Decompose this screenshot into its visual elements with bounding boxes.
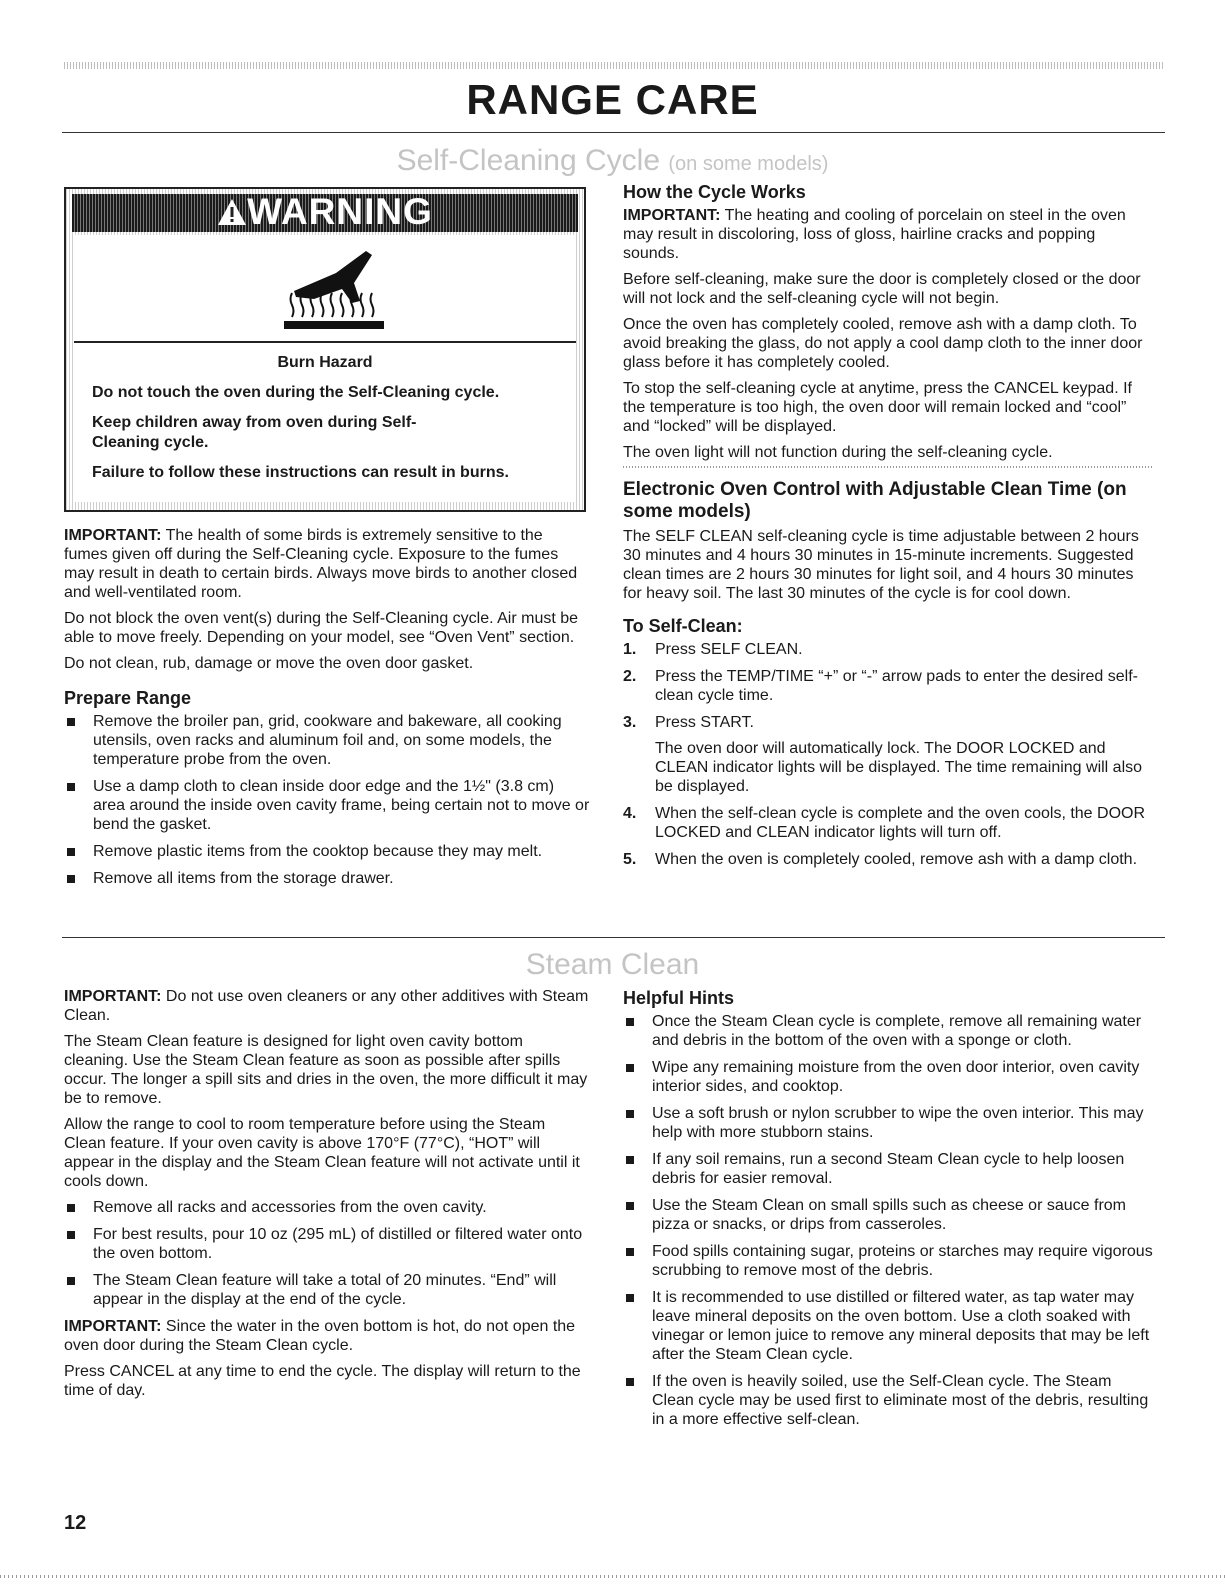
self-clean-right-column bbox=[623, 181, 1153, 469]
helpful-hints-column bbox=[623, 987, 1153, 1437]
list-item: Remove all racks and accessories from the oven cavity. bbox=[64, 1198, 590, 1217]
title-rule bbox=[62, 132, 1165, 133]
how-cycle-works-heading: How the Cycle Works bbox=[623, 182, 806, 202]
paragraph: Allow the range to cool to room temperature before using the Steam Clean feature. If your oven cavity is above 170°F (77°C), “HOT” will appear in the display and the Steam Clean feature will not activate until it cools down. bbox=[64, 1116, 580, 1190]
step-item bbox=[623, 850, 1153, 869]
self-clean-heading bbox=[0, 144, 1225, 178]
paragraph bbox=[64, 526, 590, 602]
self-clean-steps bbox=[623, 640, 1153, 869]
paragraph-text: Do not use oven cleaners or any other additives with Steam Clean. bbox=[64, 988, 589, 1024]
paragraph: Before self-cleaning, make sure the door is completely closed or the door will not lock and the self-cleaning cycle will not begin. bbox=[623, 271, 1141, 307]
list-item: Remove all items from the storage drawer. bbox=[64, 869, 590, 888]
step-number: 4. bbox=[623, 805, 637, 822]
list-item: Once the Steam Clean cycle is complete, remove all remaining water and debris in the bottom of the oven with a sponge or cloth. bbox=[623, 1012, 1153, 1050]
step-number: 1. bbox=[623, 641, 637, 658]
steam-left-column bbox=[64, 987, 590, 1407]
top-decorative-band bbox=[64, 62, 1164, 69]
list-item: It is recommended to use distilled or filtered water, as tap water may leave mineral deposits on the oven bottom. Use a cloth soaked with vinegar or lemon juice to remove any mineral deposits that may be left after the Steam Clean cycle. bbox=[623, 1288, 1153, 1364]
paragraph-text: The heating and cooling of porcelain on steel in the oven may result in discoloring, loss of gloss, hairline cracks and popping sounds. bbox=[623, 207, 1126, 262]
list-item: For best results, pour 10 oz (295 mL) of distilled or filtered water onto the oven bottom. bbox=[64, 1225, 590, 1263]
warning-hazard: Burn Hazard bbox=[277, 354, 373, 371]
list-item: The Steam Clean feature will take a total of 20 minutes. “End” will appear in the display at the end of the cycle. bbox=[64, 1271, 590, 1309]
paragraph: To stop the self-cleaning cycle at anytime, press the CANCEL keypad. If the temperature is too high, the oven door will remain locked and “cool” and “locked” will be displayed. bbox=[623, 380, 1132, 435]
self-clean-heading-text: Self-Cleaning Cycle bbox=[396, 144, 661, 177]
warning-header-text bbox=[64, 188, 586, 230]
paragraph: The Steam Clean feature is designed for light oven cavity bottom cleaning. Use the Steam Clean feature as soon as possible after spills occur. The longer a spill sits and dries in the oven, the more difficult it may be to remove. bbox=[64, 1033, 588, 1107]
warning-line: Keep children away from oven during Self-Cleaning cycle. bbox=[92, 414, 417, 451]
warning-triangle-icon bbox=[217, 198, 247, 226]
prepare-range-heading: Prepare Range bbox=[64, 688, 192, 708]
step-number: 3. bbox=[623, 714, 637, 731]
warning-text bbox=[92, 353, 558, 493]
paragraph-text: The health of some birds is extremely sensitive to the fumes given off during the Self-Cleaning cycle. Exposure to the fumes may result in death to certain birds. Always move birds to another closed and well-ventilated room. bbox=[64, 527, 578, 601]
paragraph-text: Since the water in the oven bottom is hot, do not open the oven door during the Steam Clean cycle. bbox=[64, 1318, 576, 1354]
list-item: Remove the broiler pan, grid, cookware and bakeware, all cooking utensils, oven racks and aluminum foil and, on some models, the temperature probe from the oven. bbox=[64, 712, 590, 769]
lead-text: IMPORTANT: bbox=[64, 1318, 162, 1335]
warning-box bbox=[64, 187, 586, 512]
paragraph bbox=[623, 206, 1153, 263]
step-number: 2. bbox=[623, 668, 637, 685]
list-item: Use a damp cloth to clean inside door edge and the 1½" (3.8 cm) area around the inside oven cavity frame, being certain not to move or bend the gasket. bbox=[64, 777, 590, 834]
self-clean-left-column bbox=[64, 526, 590, 896]
step-item bbox=[623, 804, 1153, 842]
paragraph: Once the oven has completely cooled, remove ash with a damp cloth. To avoid breaking the glass, do not apply a cool damp cloth to the inner door glass before it has completely cooled. bbox=[623, 316, 1143, 371]
steam-instructions-list bbox=[64, 1198, 590, 1309]
list-item: Food spills containing sugar, proteins or starches may require vigorous scrubbing to remove most of the debris. bbox=[623, 1242, 1153, 1280]
step-text: Press START. bbox=[655, 714, 754, 731]
warning-line: Failure to follow these instructions can result in burns. bbox=[92, 464, 509, 481]
helpful-hints-heading: Helpful Hints bbox=[623, 988, 734, 1008]
warning-divider bbox=[74, 341, 576, 343]
lead-text: IMPORTANT: bbox=[64, 988, 162, 1005]
paragraph: Press CANCEL at any time to end the cycle. The display will return to the time of day. bbox=[64, 1363, 581, 1399]
list-item: Use the Steam Clean on small spills such as cheese or sauce from pizza or snacks, or drips from casseroles. bbox=[623, 1196, 1153, 1234]
bottom-decorative-band bbox=[0, 1575, 1225, 1578]
page-number: 12 bbox=[64, 1512, 87, 1534]
paragraph: The oven light will not function during the self-cleaning cycle. bbox=[623, 444, 1053, 461]
self-clean-heading-note: (on some models) bbox=[668, 153, 829, 175]
helpful-hints-list bbox=[623, 1012, 1153, 1429]
section-rule bbox=[62, 937, 1165, 938]
warning-body bbox=[74, 235, 576, 502]
step-number: 5. bbox=[623, 851, 637, 868]
list-item: Remove plastic items from the cooktop because they may melt. bbox=[64, 842, 590, 861]
step-text: Press the TEMP/TIME “+” or “-” arrow pads to enter the desired self-clean cycle time. bbox=[655, 668, 1138, 704]
paragraph: Do not clean, rub, damage or move the oven door gasket. bbox=[64, 655, 474, 672]
step-extra-text: The oven door will automatically lock. The DOOR LOCKED and CLEAN indicator lights will be displayed. The time remaining will also be displayed. bbox=[655, 740, 1143, 795]
step-item bbox=[623, 713, 1153, 796]
list-item: If any soil remains, run a second Steam Clean cycle to help loosen debris for easier removal. bbox=[623, 1150, 1153, 1188]
hand-heat-icon bbox=[274, 243, 394, 335]
electronic-control-column bbox=[623, 479, 1153, 877]
paragraph bbox=[64, 987, 590, 1025]
lead-text: IMPORTANT: bbox=[623, 207, 721, 224]
step-text: When the oven is completely cooled, remove ash with a damp cloth. bbox=[655, 851, 1138, 868]
steam-clean-heading: Steam Clean bbox=[525, 948, 700, 981]
warning-line: Do not touch the oven during the Self-Cleaning cycle. bbox=[92, 384, 500, 401]
step-item bbox=[623, 667, 1153, 705]
dotted-divider bbox=[623, 466, 1153, 468]
warning-label-overlay: WARNING bbox=[247, 191, 433, 232]
paragraph: The SELF CLEAN self-cleaning cycle is time adjustable between 2 hours 30 minutes and 4 hours 30 minutes in 15-minute increments. Suggested clean times are 2 hours 30 minutes for light soil, and 4 hours 30 minutes for heavy soil. The last 30 minutes of the cycle is for cool down. bbox=[623, 528, 1139, 602]
list-item: Wipe any remaining moisture from the oven door interior, oven cavity interior sides, and cooktop. bbox=[623, 1058, 1153, 1096]
paragraph: Do not block the oven vent(s) during the Self-Cleaning cycle. Air must be able to move freely. Depending on your model, see “Oven Vent” section. bbox=[64, 610, 579, 646]
lead-text: IMPORTANT: bbox=[64, 527, 162, 544]
to-self-clean-heading: To Self-Clean: bbox=[623, 616, 743, 636]
paragraph bbox=[64, 1317, 590, 1355]
list-item: If the oven is heavily soiled, use the Self-Clean cycle. The Steam Clean cycle may be used first to eliminate most of the debris, resulting in a more effective self-clean. bbox=[623, 1372, 1153, 1429]
prepare-range-list bbox=[64, 712, 590, 888]
electronic-control-heading: Electronic Oven Control with Adjustable Clean Time (on some models) bbox=[623, 479, 1127, 522]
step-text: Press SELF CLEAN. bbox=[655, 641, 803, 658]
page-title: RANGE CARE bbox=[466, 76, 759, 123]
list-item: Use a soft brush or nylon scrubber to wipe the oven interior. This may help with more stubborn stains. bbox=[623, 1104, 1153, 1142]
step-text: When the self-clean cycle is complete and the oven cools, the DOOR LOCKED and CLEAN indicator lights will turn off. bbox=[655, 805, 1146, 841]
step-item bbox=[623, 640, 1153, 659]
